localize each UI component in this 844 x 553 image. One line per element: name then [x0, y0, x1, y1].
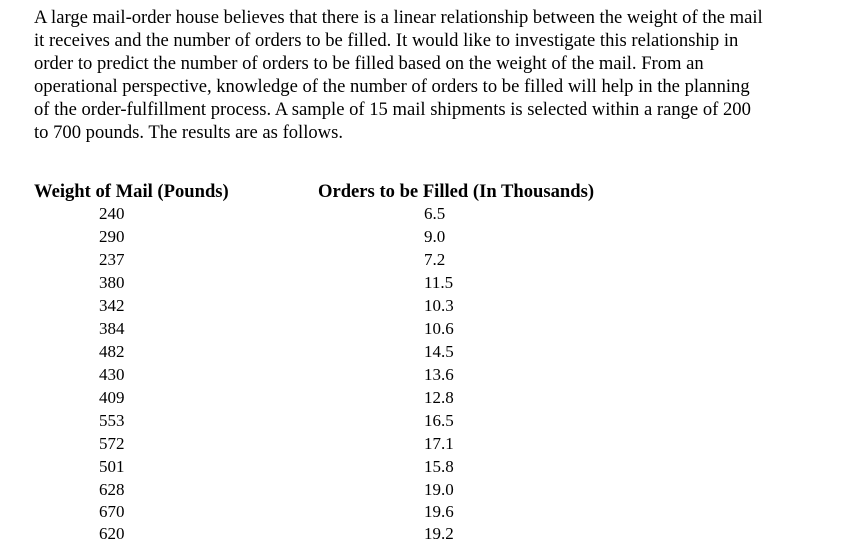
- table-row: [0, 432, 844, 455]
- weight-cell: 342: [99, 296, 125, 315]
- table-row: [0, 386, 844, 409]
- orders-cell: 15.8: [424, 457, 454, 476]
- table-row: [0, 522, 844, 545]
- table-row: [0, 202, 844, 225]
- table-row: [0, 455, 844, 478]
- orders-cell: 19.2: [424, 524, 454, 543]
- table-row: [0, 225, 844, 248]
- weight-cell: 628: [99, 480, 125, 499]
- orders-cell: 17.1: [424, 434, 454, 453]
- paragraph-line: it receives and the number of orders to be filled. It would like to investigate this relationship in: [34, 30, 739, 51]
- table-row: [0, 317, 844, 340]
- table-row: [0, 500, 844, 523]
- paragraph-line: order to predict the number of orders to be filled based on the weight of the mail. From an: [34, 53, 704, 74]
- weight-cell: 290: [99, 227, 125, 246]
- table-row: [0, 271, 844, 294]
- orders-cell: 10.6: [424, 319, 454, 338]
- weight-cell: 501: [99, 457, 125, 476]
- weight-cell: 620: [99, 524, 125, 543]
- orders-cell: 16.5: [424, 411, 454, 430]
- paragraph-line: to 700 pounds. The results are as follows.: [34, 122, 343, 143]
- paragraph-line: operational perspective, knowledge of the number of orders to be filled will help in the planning: [34, 76, 750, 97]
- orders-cell: 14.5: [424, 342, 454, 361]
- weight-cell: 670: [99, 502, 125, 521]
- table-row: [0, 478, 844, 501]
- table-row: [0, 340, 844, 363]
- table-row: [0, 363, 844, 386]
- column-header-weight: Weight of Mail (Pounds): [34, 181, 229, 202]
- weight-cell: 384: [99, 319, 125, 338]
- orders-cell: 19.0: [424, 480, 454, 499]
- paragraph-line: of the order-fulfillment process. A sample of 15 mail shipments is selected within a range of 200: [34, 99, 751, 120]
- weight-cell: 572: [99, 434, 125, 453]
- table-row: [0, 409, 844, 432]
- weight-cell: 409: [99, 388, 125, 407]
- weight-cell: 482: [99, 342, 125, 361]
- weight-cell: 430: [99, 365, 125, 384]
- column-header-orders: Orders to be Filled (In Thousands): [318, 181, 595, 202]
- weight-cell: 240: [99, 204, 125, 223]
- weight-cell: 380: [99, 273, 125, 292]
- orders-cell: 19.6: [424, 502, 454, 521]
- table-row: [0, 294, 844, 317]
- orders-cell: 13.6: [424, 365, 454, 384]
- orders-cell: 10.3: [424, 296, 454, 315]
- orders-cell: 9.0: [424, 227, 446, 246]
- weight-cell: 553: [99, 411, 125, 430]
- orders-cell: 6.5: [424, 204, 446, 223]
- orders-cell: 7.2: [424, 250, 446, 269]
- orders-cell: 12.8: [424, 388, 454, 407]
- orders-cell: 11.5: [424, 273, 454, 292]
- paragraph-line: A large mail-order house believes that there is a linear relationship between the weight of the mail: [34, 7, 763, 28]
- table-row: [0, 248, 844, 271]
- weight-cell: 237: [99, 250, 125, 269]
